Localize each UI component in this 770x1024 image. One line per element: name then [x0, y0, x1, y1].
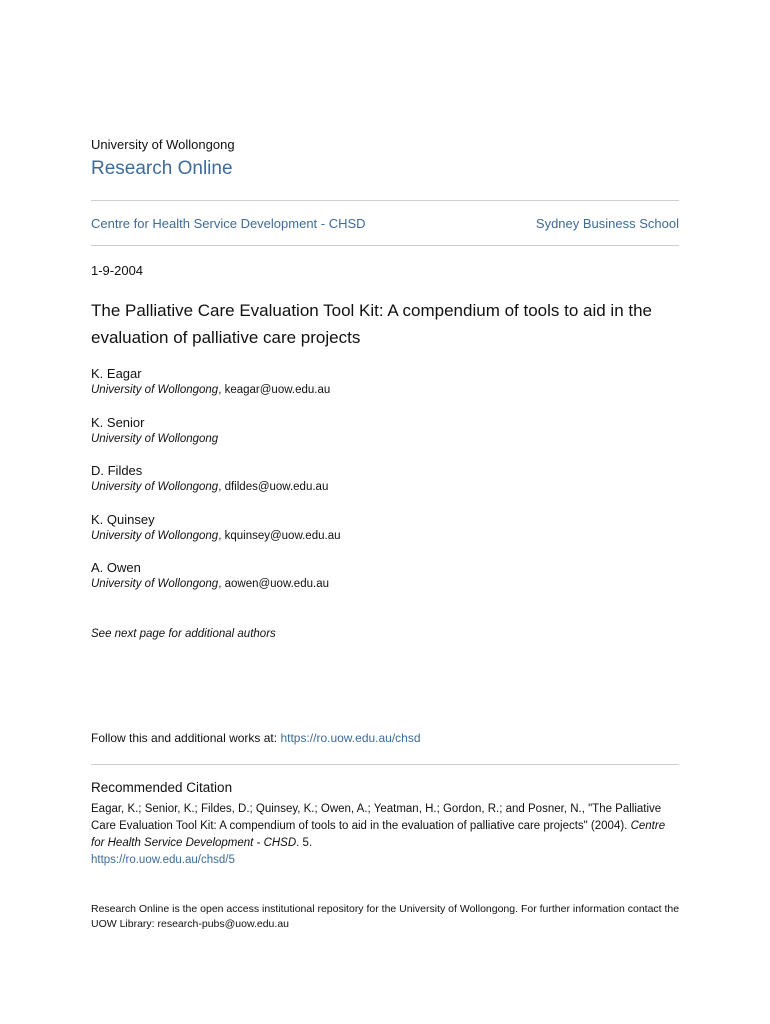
- author-name: K. Quinsey: [91, 511, 155, 527]
- author-institution: University of Wollongong: [91, 529, 219, 542]
- author-entry: [91, 414, 679, 463]
- citation-url-link[interactable]: https://ro.uow.edu.au/chsd/5: [91, 854, 235, 866]
- follow-line: [91, 731, 421, 745]
- citation-block: [91, 801, 681, 869]
- author-entry: [91, 559, 679, 608]
- citation-text: Eagar, K.; Senior, K.; Fildes, D.; Quinsey, K.; Owen, A.; Yeatman, H.; Gordon, R.; and Posner, N., "The Palliative Care Evaluation Tool Kit: A compendium of tools to aid in the evaluation of palliative care projects" (2004).: [91, 803, 662, 832]
- citation-source: Centre for Health Service Development - CHSD: [91, 820, 666, 849]
- citation-number: . 5.: [296, 837, 313, 849]
- author-name: K. Eagar: [91, 366, 142, 381]
- collections-bar: [91, 216, 679, 231]
- repository-link[interactable]: Research Online: [91, 158, 233, 179]
- author-list: [91, 365, 679, 608]
- divider: [91, 245, 679, 246]
- author-institution: University of Wollongong: [91, 578, 219, 590]
- author-institution: University of Wollongong: [91, 432, 219, 445]
- additional-authors-note: See next page for additional authors: [91, 628, 276, 640]
- document-title: The Palliative Care Evaluation Tool Kit: A compendium of tools to aid in the evaluation of palliative care projects: [91, 301, 653, 347]
- collection-link-business-school[interactable]: Sydney Business School: [535, 216, 679, 231]
- divider: [91, 200, 679, 201]
- author-institution: University of Wollongong: [91, 384, 219, 396]
- publication-date: 1-9-2004: [91, 263, 144, 278]
- author-entry: [91, 462, 679, 511]
- author-affiliation: [91, 576, 679, 593]
- author-name: A. Owen: [91, 560, 141, 575]
- author-email: , aowen@uow.edu.au: [218, 578, 329, 590]
- author-affiliation: [91, 528, 679, 545]
- author-institution: University of Wollongong: [91, 481, 219, 493]
- author-email: , kquinsey@uow.edu.au: [218, 529, 341, 542]
- author-name: D. Fildes: [91, 463, 143, 478]
- author-affiliation: [91, 431, 679, 448]
- author-entry: [91, 511, 679, 560]
- footer-note: Research Online is the open access institutional repository for the University of Wollongong. For further information contact the UOW Library: research-pubs@uow.edu.au: [91, 903, 680, 930]
- author-affiliation: [91, 382, 679, 399]
- follow-prefix: Follow this and additional works at:: [91, 731, 281, 745]
- author-email: , keagar@uow.edu.au: [218, 384, 331, 396]
- follow-url-link[interactable]: https://ro.uow.edu.au/chsd: [280, 731, 421, 745]
- author-email: , dfildes@uow.edu.au: [218, 481, 329, 493]
- collection-link-chsd[interactable]: Centre for Health Service Development - CHSD: [91, 216, 366, 231]
- citation-heading: Recommended Citation: [91, 780, 233, 795]
- divider: [91, 764, 679, 765]
- institution-name: University of Wollongong: [91, 137, 235, 152]
- author-entry: [91, 365, 679, 414]
- author-affiliation: [91, 479, 679, 496]
- author-name: K. Senior: [91, 414, 145, 430]
